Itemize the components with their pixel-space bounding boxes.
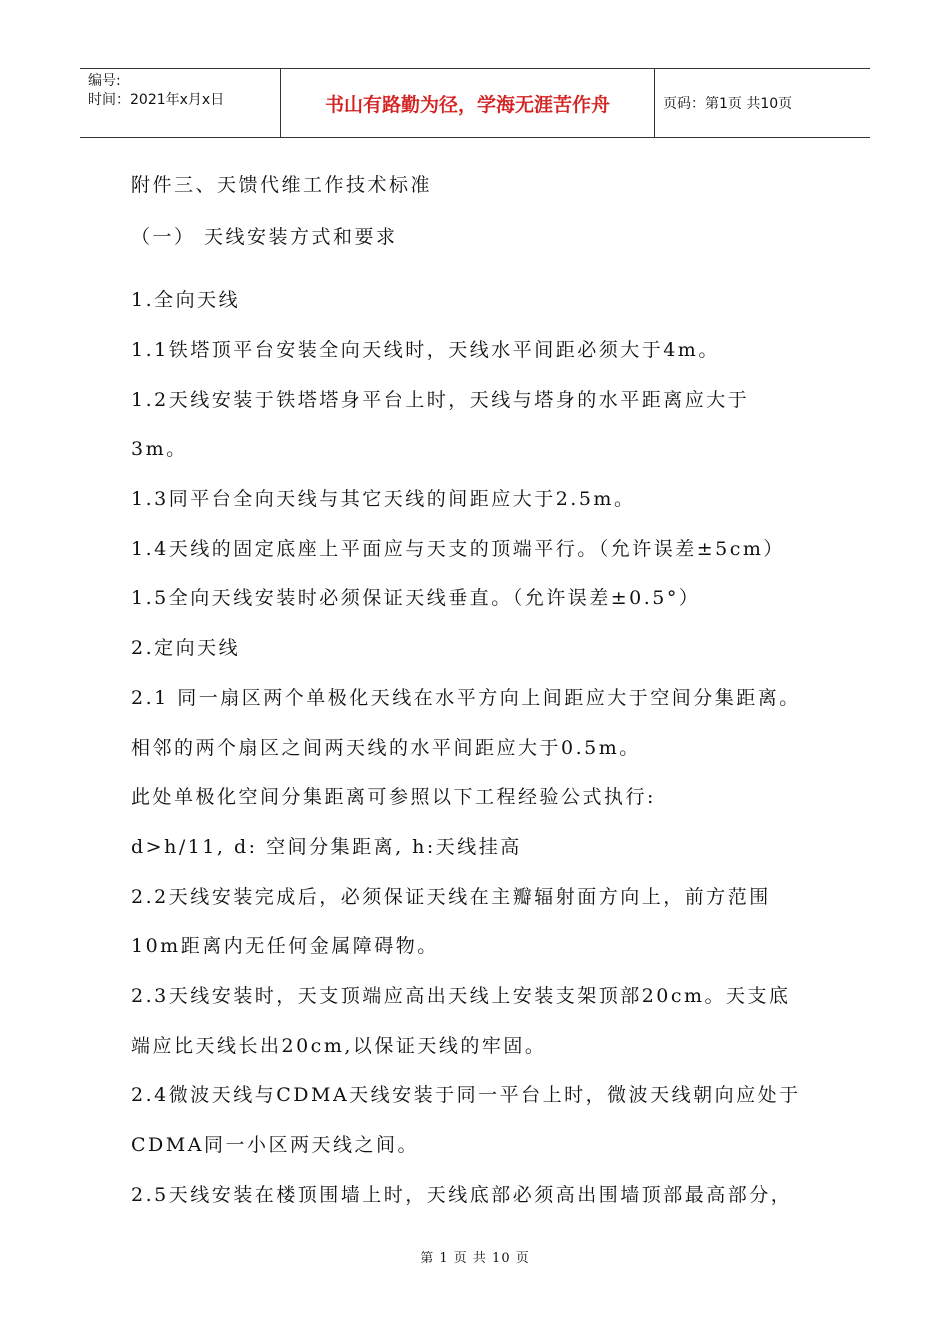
header-motto: 书山有路勤为径，学海无涯苦作舟 (281, 69, 655, 137)
paragraph-line: 10m距离内无任何金属障碍物。 (131, 935, 439, 957)
paragraph-line: 2.1 同一扇区两个单极化天线在水平方向上间距应大于空间分集距离。 (131, 687, 801, 709)
paragraph-line: 1.4天线的固定底座上平面应与天支的顶端平行。（允许误差±5cm） (131, 538, 785, 560)
document-date: 时间：2021年x月x日 (88, 92, 225, 108)
paragraph-line: 1.5全向天线安装时必须保证天线垂直。（允许误差±0.5°） (131, 587, 701, 609)
paragraph-line: 3m。 (131, 438, 188, 460)
paragraph-line: 2.4微波天线与CDMA天线安装于同一平台上时，微波天线朝向应处于 (131, 1084, 801, 1106)
paragraph-line: 2.3天线安装时，天支顶端应高出天线上安装支架顶部20cm。天支底 (131, 985, 791, 1007)
subsection-heading: 1.全向天线 (131, 289, 241, 311)
paragraph-line: 此处单极化空间分集距离可参照以下工程经验公式执行: (131, 786, 656, 808)
paragraph-line: 1.2天线安装于铁塔塔身平台上时，天线与塔身的水平距离应大于 (131, 389, 750, 411)
page-header (80, 68, 870, 138)
subsection-heading: 2.定向天线 (131, 637, 241, 659)
formula-line: d>h/11, d: 空间分集距离, h:天线挂高 (131, 836, 522, 858)
paragraph-line: 1.1铁塔顶平台安装全向天线时，天线水平间距必须大于4m。 (131, 339, 720, 361)
header-page-info: 页码：第1页 共10页 (663, 96, 793, 112)
paragraph-line: 相邻的两个扇区之间两天线的水平间距应大于0.5m。 (131, 737, 641, 759)
paragraph-line: 端应比天线长出20cm,以保证天线的牢固。 (131, 1035, 547, 1057)
section-heading: （一） 天线安装方式和要求 (131, 226, 398, 248)
document-title: 附件三、天馈代维工作技术标准 (131, 174, 433, 196)
paragraph-line: CDMA同一小区两天线之间。 (131, 1134, 419, 1156)
paragraph-line: 2.2天线安装完成后，必须保证天线在主瓣辐射面方向上，前方范围 (131, 886, 771, 908)
document-number-label: 编号: (88, 73, 121, 89)
paragraph-line: 1.3同平台全向天线与其它天线的间距应大于2.5m。 (131, 488, 636, 510)
header-left-cell (80, 69, 281, 137)
paragraph-line: 2.5天线安装在楼顶围墙上时，天线底部必须高出围墙顶部最高部分， (131, 1184, 793, 1206)
page-footer: 第 1 页 共 10 页 (420, 1251, 530, 1266)
